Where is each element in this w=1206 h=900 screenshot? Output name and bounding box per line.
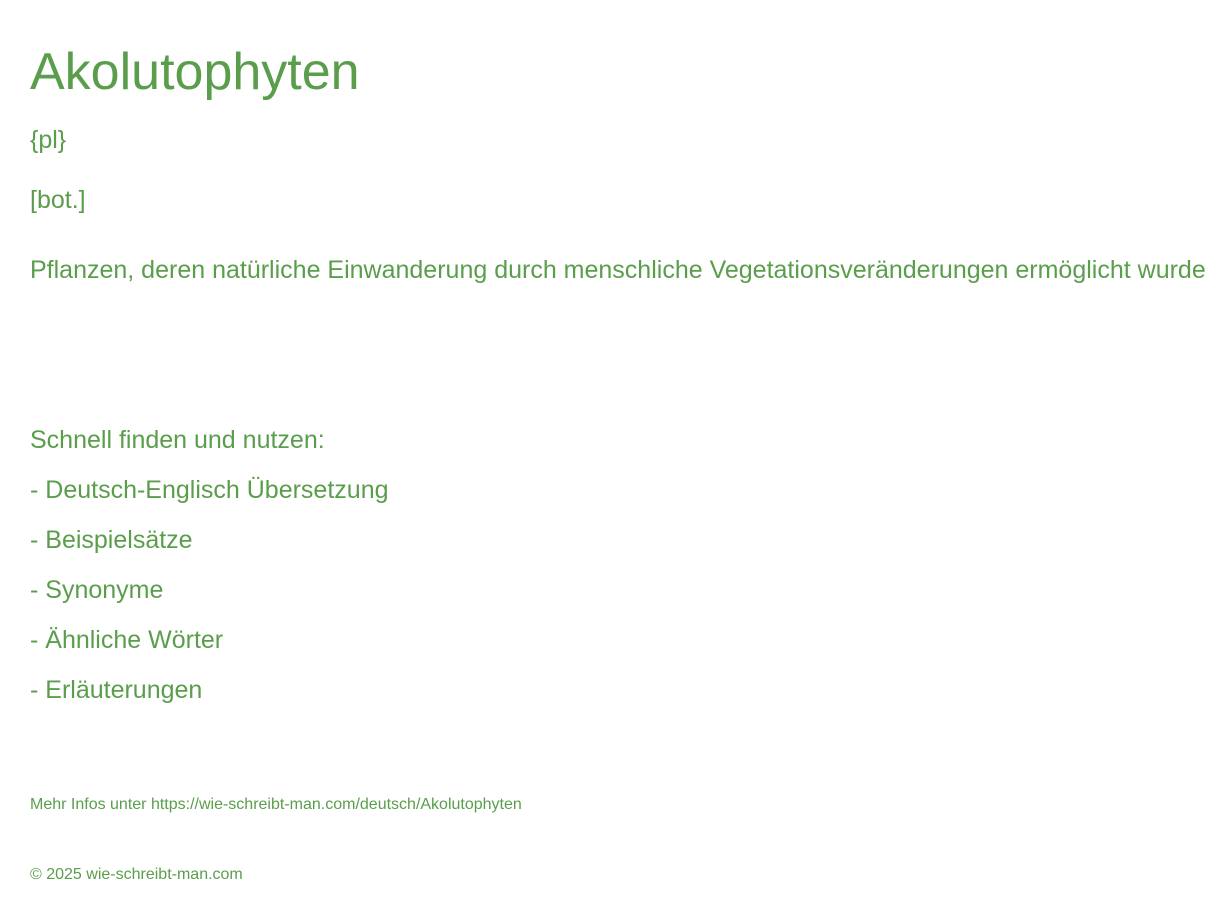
quick-link-similar-words: - Ähnliche Wörter	[30, 626, 224, 654]
copyright-text: © 2025 wie-schreibt-man.com	[30, 866, 243, 883]
quick-links-heading: Schnell finden und nutzen:	[30, 426, 325, 454]
domain-label: [bot.]	[30, 186, 86, 214]
page-title: Akolutophyten	[30, 43, 360, 101]
quick-link-example-sentences: - Beispielsätze	[30, 526, 193, 554]
more-info-text: Mehr Infos unter https://wie-schreibt-man.com/deutsch/Akolutophyten	[30, 796, 522, 813]
definition-text: Pflanzen, deren natürliche Einwanderung durch menschliche Vegetationsveränderungen ermöglicht wurde	[30, 256, 1206, 284]
grammar-label: {pl}	[30, 126, 67, 154]
quick-link-synonyms: - Synonyme	[30, 576, 164, 604]
quick-link-translation: - Deutsch-Englisch Übersetzung	[30, 476, 389, 504]
quick-link-explanations: - Erläuterungen	[30, 676, 203, 704]
